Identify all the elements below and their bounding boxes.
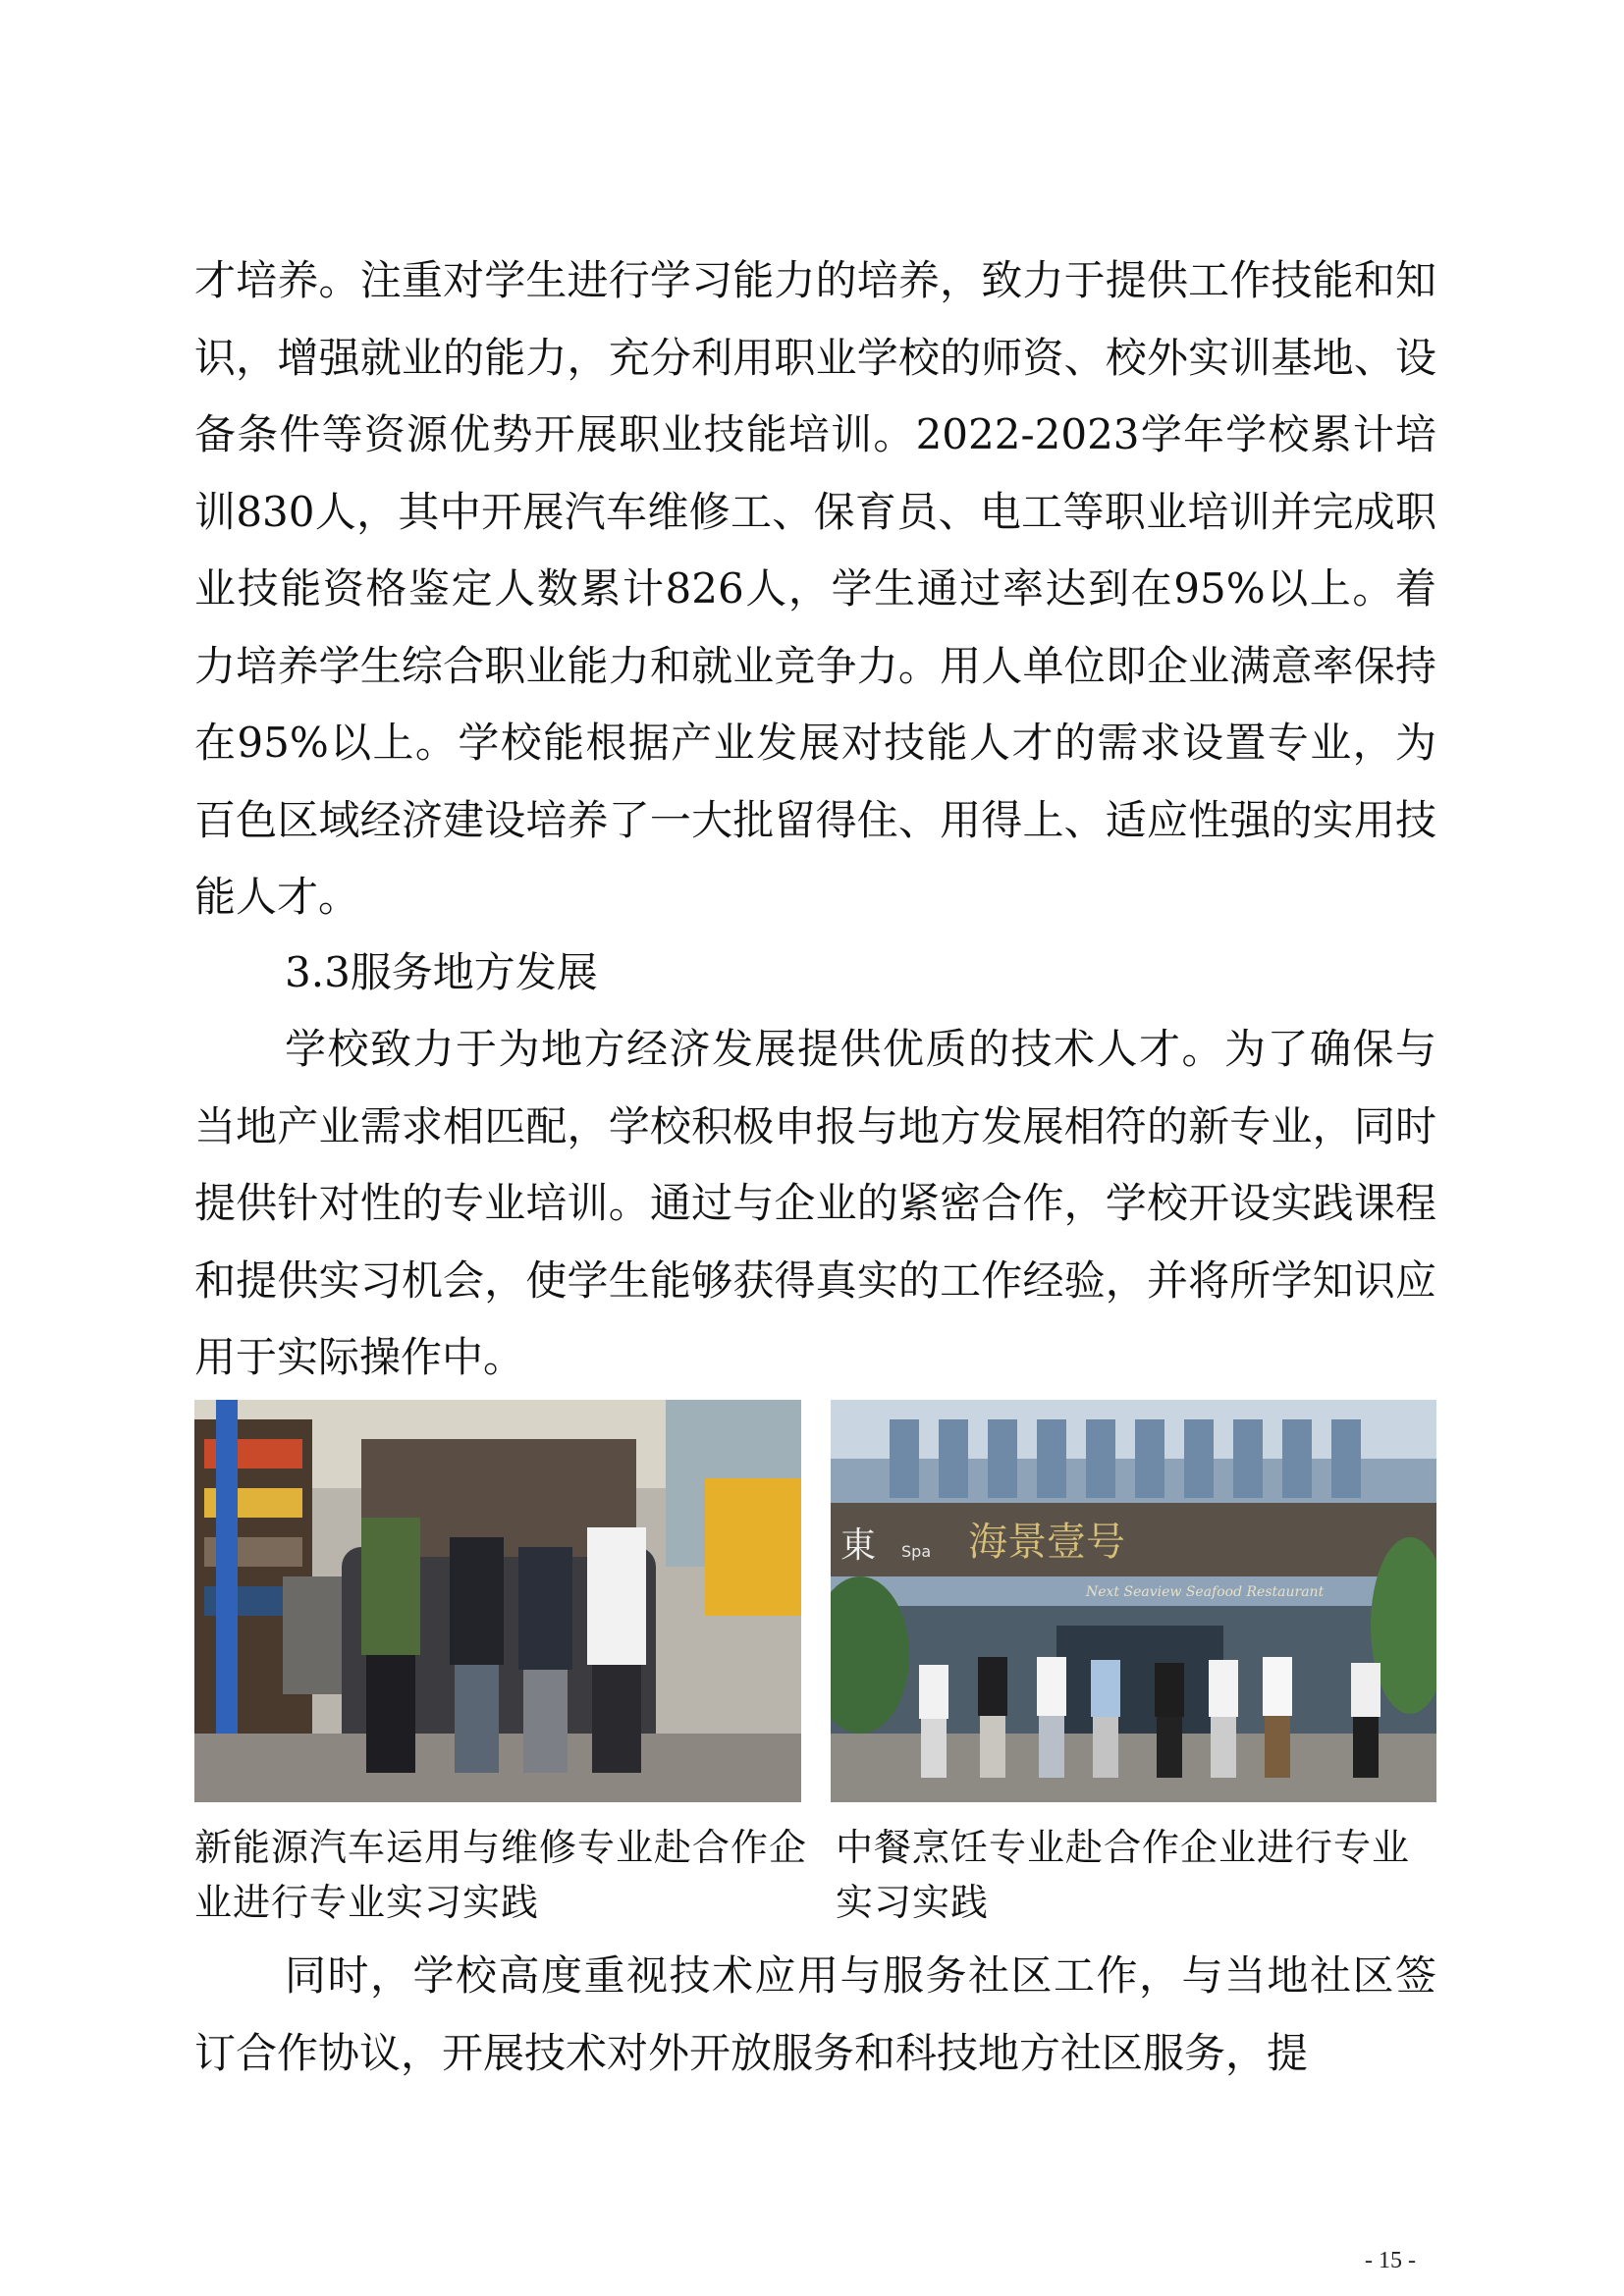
- paragraph-community-service: 同时，学校高度重视技术应用与服务社区工作，与当地社区签订合作协议，开展技术对外开放服务和科技地方社区服务，提: [194, 1951, 1436, 2077]
- restaurant-sign-sub: Next Seaview Seafood Restaurant: [1086, 1584, 1325, 1600]
- restaurant-sign-main: 海景壹号: [968, 1520, 1125, 1565]
- section-heading: 3.3服务地方发展: [285, 948, 598, 996]
- photo-auto-repair-practice: [194, 1400, 801, 1802]
- restaurant-sign-left: 東: [840, 1525, 877, 1566]
- paragraph-training: 才培养。注重对学生进行学习能力的培养，致力于提供工作技能和知识，增强就业的能力，充分利用职业学校的师资、校外实训基地、设备条件等资源优势开展职业技能培训。2022-2023学年学校累计培训830人，其中开展汽车维修工、保育员、电工等职业培训并完成职业技能资格鉴定人数累计826人，学生通过率达到在95%以上。着力培养学生综合职业能力和就业竞争力。用人单位即企业满意率保持在95%以上。学校能根据产业发展对技能人才的需求设置专业，为百色区域经济建设培养了一大批留得住、用得上、适应性强的实用技能人才。: [194, 256, 1436, 921]
- restaurant-sign-spa: Spa: [901, 1542, 932, 1561]
- photo-restaurant-practice: [831, 1400, 1436, 1802]
- caption-restaurant: 中餐烹饪专业赴合作企业进行专业实习实践: [836, 1826, 1411, 1924]
- caption-auto-repair: 新能源汽车运用与维修专业赴合作企业进行专业实习实践: [194, 1826, 808, 1924]
- page-number: - 15 -: [1365, 2248, 1416, 2273]
- paragraph-local-development: 学校致力于为地方经济发展提供优质的技术人才。为了确保与当地产业需求相匹配，学校积极申报与地方发展相符的新专业，同时提供针对性的专业培训。通过与企业的紧密合作，学校开设实践课程和提供实习机会，使学生能够获得真实的工作经验，并将所学知识应用于实际操作中。: [194, 1025, 1436, 1381]
